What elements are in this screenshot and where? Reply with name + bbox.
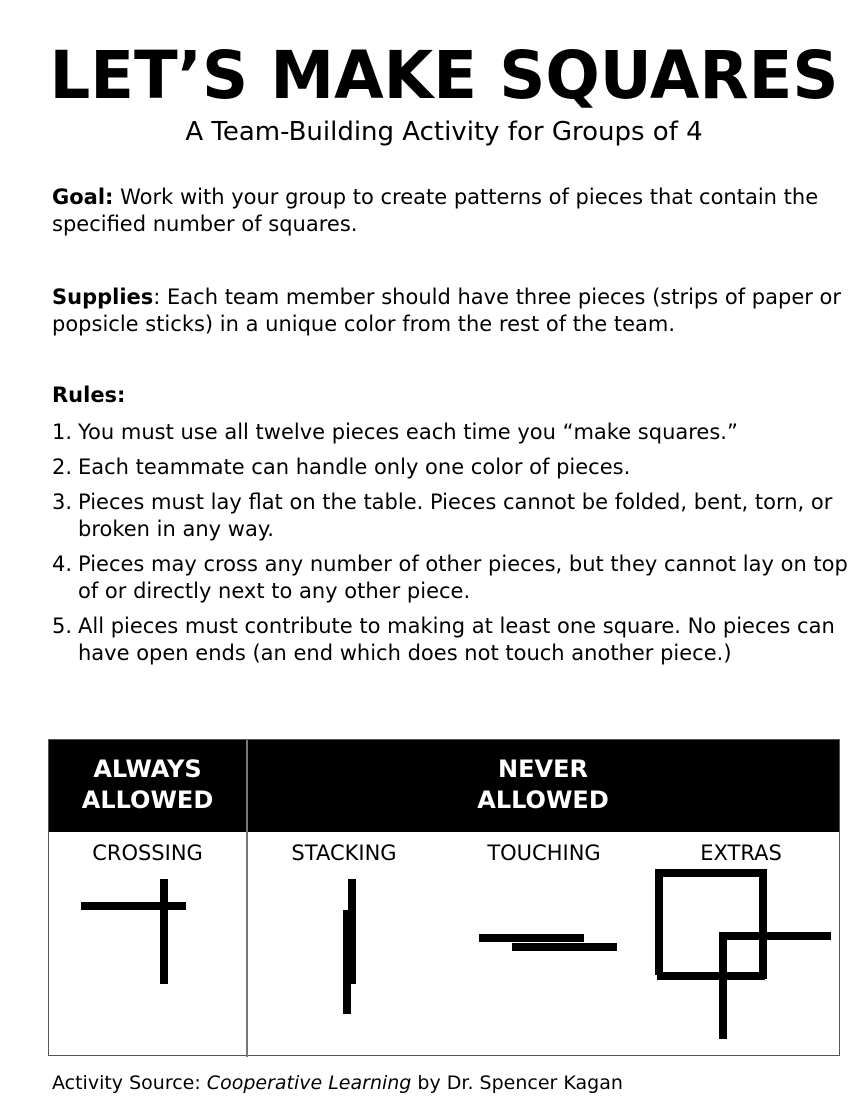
rule-text: All pieces must contribute to making at least one square. No pieces can have open ends (an end which does not touch another piece.)	[78, 614, 835, 665]
rule-number: 3.	[52, 490, 73, 514]
allowed-table	[48, 739, 840, 1056]
touching-diagram	[479, 934, 617, 951]
stacking-label: STACKING	[291, 841, 397, 865]
footer-book-title: Cooperative Learning	[206, 1072, 412, 1094]
extras-diagram	[655, 869, 831, 1039]
extras-piece-top	[655, 869, 765, 877]
extras-piece-left	[655, 869, 663, 975]
goal-text: Work with your group to create patterns of pieces that contain the specified number of squares.	[52, 185, 819, 236]
touching-label: TOUCHING	[487, 841, 601, 865]
touching-piece-lower	[512, 943, 617, 951]
always-allowed-text: ALWAYS ALLOWED	[81, 755, 214, 814]
stacking-diagram	[343, 879, 356, 1014]
supplies-text: : Each team member should have three pieces (strips of paper or popsicle sticks) in a unique color from the rest of the team.	[52, 285, 842, 336]
never-allowed-text: NEVER ALLOWED	[477, 755, 609, 814]
rule-number: 5.	[52, 614, 73, 638]
rule-text: Pieces must lay flat on the table. Pieces cannot be folded, bent, torn, or broken in any way.	[78, 490, 833, 541]
goal-label: Goal:	[52, 185, 114, 209]
crossing-piece-vertical	[160, 879, 168, 984]
rule-number: 4.	[52, 552, 73, 576]
rule-number: 1.	[52, 420, 73, 444]
crossing-piece-horizontal	[81, 902, 186, 910]
touching-piece-upper	[479, 934, 584, 942]
extras-piece-bottom	[657, 972, 765, 980]
goal-paragraph	[52, 184, 852, 238]
supplies-paragraph	[52, 284, 852, 338]
rule-text: Pieces may cross any number of other pieces, but they cannot lay on top of or directly next to any other piece.	[78, 552, 848, 603]
rule-item	[52, 613, 852, 667]
crossing-label: CROSSING	[92, 841, 203, 865]
footer-author: by Dr. Spencer Kagan	[411, 1072, 623, 1094]
crossing-diagram	[81, 879, 186, 984]
rules-list	[52, 419, 852, 675]
extras-label: EXTRAS	[700, 841, 782, 865]
rule-item	[52, 454, 852, 481]
footer-prefix: Activity Source:	[52, 1072, 207, 1094]
page-subtitle: A Team-Building Activity for Groups of 4	[185, 117, 703, 147]
rules-heading: Rules:	[52, 383, 126, 407]
extras-piece-stem	[719, 932, 727, 1039]
rule-item	[52, 489, 852, 543]
rule-text: You must use all twelve pieces each time you “make squares.”	[78, 420, 738, 444]
extras-piece-crossbar	[723, 932, 831, 940]
piece-diagrams	[49, 740, 839, 1055]
supplies-label: Supplies	[52, 285, 154, 309]
rule-item	[52, 551, 852, 605]
extras-piece-right	[759, 869, 767, 979]
rule-text: Each teammate can handle only one color of pieces.	[78, 455, 631, 479]
stacking-piece-bottom	[343, 910, 351, 1014]
rule-number: 2.	[52, 455, 73, 479]
page-title: LET’S MAKE SQUARES	[49, 37, 839, 114]
source-footer	[52, 1070, 623, 1096]
rule-item	[52, 419, 852, 446]
